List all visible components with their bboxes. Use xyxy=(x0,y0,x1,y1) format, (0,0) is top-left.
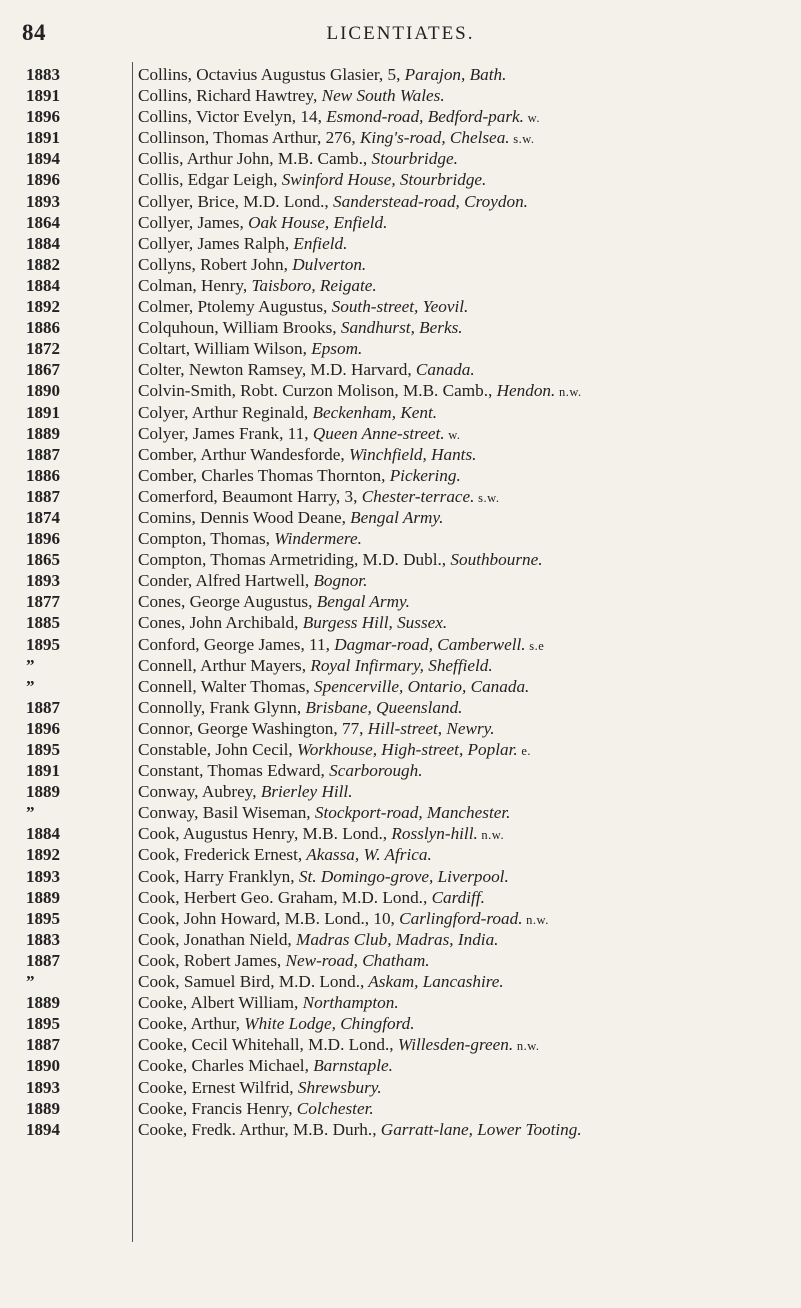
list-item xyxy=(0,802,801,823)
entry-text xyxy=(138,423,461,446)
entry-location: Carlingford-road. xyxy=(394,908,523,928)
entry-year: 1891 xyxy=(26,128,60,148)
entry-year: 1887 xyxy=(26,950,60,970)
entry-name: Collins, Victor Evelyn, 14, xyxy=(138,107,322,127)
entry-name: Coltart, William Wilson, xyxy=(138,339,307,359)
entry-year: ” xyxy=(26,655,35,675)
entry-name: Cook, Harry Franklyn, xyxy=(138,866,295,886)
entry-text xyxy=(138,317,463,338)
list-item xyxy=(0,950,801,971)
entry-name: Cooke, Ernest Wilfrid, xyxy=(138,1077,294,1097)
entry-year: 1887 xyxy=(26,1035,60,1055)
entry-location: Winchfield, Hants. xyxy=(344,444,477,464)
entry-year: 1892 xyxy=(26,297,60,317)
entry-text xyxy=(138,655,493,676)
entry-text xyxy=(138,718,495,739)
entry-name: Colyer, James Frank, 11, xyxy=(138,423,309,443)
list-item xyxy=(0,1098,801,1119)
entry-year: 1886 xyxy=(26,465,60,485)
entry-name: Colvin-Smith, Robt. Curzon Molison, M.B. Camb., xyxy=(138,381,493,401)
list-item xyxy=(0,634,801,655)
entry-year: 1896 xyxy=(26,170,60,190)
entry-year: 1892 xyxy=(26,845,60,865)
entry-location: Southbourne. xyxy=(446,550,543,570)
entry-year: ” xyxy=(26,972,35,992)
licentiates-list xyxy=(0,64,801,1140)
entry-year: 1889 xyxy=(26,993,60,1013)
entry-year: ” xyxy=(26,676,35,696)
list-item xyxy=(0,1055,801,1076)
entry-location: Garratt-lane, Lower Tooting. xyxy=(376,1119,582,1139)
list-item xyxy=(0,1119,801,1140)
entry-name: Collins, Octavius Augustus Glasier, 5, xyxy=(138,65,401,84)
entry-text xyxy=(138,127,535,150)
entry-location: Askam, Lancashire. xyxy=(364,972,504,992)
entry-name: Cooke, Cecil Whitehall, M.D. Lond., xyxy=(138,1035,394,1055)
entry-text xyxy=(138,676,529,697)
entry-location: Epsom. xyxy=(306,339,363,359)
entry-year: 1890 xyxy=(26,381,60,401)
entry-district: s.w. xyxy=(474,490,500,505)
list-item xyxy=(0,317,801,338)
entry-year: 1893 xyxy=(26,866,60,886)
entry-location: Enfield. xyxy=(289,233,348,253)
entry-name: Colyer, Arthur Reginald, xyxy=(138,402,309,422)
entry-name: Collyer, Brice, M.D. Lond., xyxy=(138,191,329,211)
entry-text xyxy=(138,528,362,549)
list-item xyxy=(0,127,801,148)
entry-name: Conder, Alfred Hartwell, xyxy=(138,571,310,591)
entry-year: 1891 xyxy=(26,761,60,781)
list-item xyxy=(0,1034,801,1055)
entry-location: Sanderstead-road, Croydon. xyxy=(328,191,528,211)
entry-year: 1877 xyxy=(26,592,60,612)
entry-location: Northampton. xyxy=(298,993,399,1013)
entry-district: n.w. xyxy=(513,1039,540,1054)
entry-location: Esmond-road, Bedford-park. xyxy=(321,107,524,127)
list-item xyxy=(0,844,801,865)
entry-district: w. xyxy=(523,111,540,126)
entry-text xyxy=(138,359,475,380)
entry-text xyxy=(138,507,443,528)
list-item xyxy=(0,887,801,908)
entry-text xyxy=(138,950,430,971)
list-item xyxy=(0,380,801,401)
entry-location: Scarborough. xyxy=(324,761,423,781)
entry-location: Dulverton. xyxy=(287,254,367,274)
entry-district: n.w. xyxy=(477,828,505,843)
entry-text xyxy=(138,148,458,169)
entry-year: 1874 xyxy=(26,507,60,527)
entry-location: Chester-terrace. xyxy=(357,486,475,506)
list-item xyxy=(0,655,801,676)
entry-name: Cooke, Fredk. Arthur, M.B. Durh., xyxy=(138,1119,377,1139)
list-item xyxy=(0,402,801,423)
entry-name: Conford, George James, 11, xyxy=(138,634,330,654)
list-item xyxy=(0,971,801,992)
list-item xyxy=(0,760,801,781)
entry-text xyxy=(138,866,509,887)
entry-year: 1885 xyxy=(26,613,60,633)
entry-text xyxy=(138,612,447,633)
entry-year: 1896 xyxy=(26,107,60,127)
entry-text xyxy=(138,781,353,802)
entry-district: w. xyxy=(444,427,461,442)
entry-text xyxy=(138,380,582,403)
list-item xyxy=(0,992,801,1013)
list-item xyxy=(0,444,801,465)
entry-text xyxy=(138,844,432,865)
page-number: 84 xyxy=(22,20,46,45)
entry-district: n.w. xyxy=(522,912,549,927)
entry-text xyxy=(138,929,498,950)
entry-district: e. xyxy=(517,744,531,758)
entry-location: New-road, Chatham. xyxy=(281,950,430,970)
entry-location: Pickering. xyxy=(385,465,461,485)
entry-text xyxy=(138,1034,540,1057)
entry-location: Beckenham, Kent. xyxy=(308,402,438,422)
entry-location: Dagmar-road, Camberwell. xyxy=(329,634,526,654)
entry-location: Akassa, W. Africa. xyxy=(302,845,432,865)
entry-year: 1895 xyxy=(26,1014,60,1034)
entry-text xyxy=(138,823,504,846)
entry-location: Parajon, Bath. xyxy=(400,65,507,84)
list-item xyxy=(0,254,801,275)
entry-district: s.e xyxy=(525,638,545,653)
entry-year: 1887 xyxy=(26,444,60,464)
entry-text xyxy=(138,402,437,423)
entry-year: 1891 xyxy=(26,86,60,106)
entry-name: Cones, John Archibald, xyxy=(138,613,299,633)
entry-year: 1887 xyxy=(26,486,60,506)
list-item xyxy=(0,1013,801,1034)
entry-location: King's-road, Chelsea. xyxy=(355,128,510,148)
entry-text xyxy=(138,233,347,254)
entry-text xyxy=(138,1055,393,1076)
entry-text xyxy=(138,465,461,486)
entry-text xyxy=(138,191,528,212)
entry-name: Cooke, Charles Michael, xyxy=(138,1056,309,1076)
entry-name: Cook, John Howard, M.B. Lond., 10, xyxy=(138,908,395,928)
entry-name: Collyns, Robert John, xyxy=(138,254,288,274)
entry-location: Barnstaple. xyxy=(308,1056,393,1076)
list-item xyxy=(0,929,801,950)
list-item xyxy=(0,233,801,254)
entry-year: 1865 xyxy=(26,550,60,570)
entry-location: Workhouse, High-street, Poplar. xyxy=(292,740,518,759)
entry-location: Shrewsbury. xyxy=(293,1077,382,1097)
entry-name: Connell, Walter Thomas, xyxy=(138,676,310,696)
entry-location: Hendon. xyxy=(492,381,556,401)
entry-location: South-street, Yeovil. xyxy=(327,297,469,317)
entry-location: Brisbane, Queensland. xyxy=(301,697,463,717)
entry-location: Burgess Hill, Sussex. xyxy=(298,613,448,633)
entry-text xyxy=(138,64,506,85)
entry-name: Collyer, James, xyxy=(138,212,244,232)
entry-location: Windermere. xyxy=(269,529,362,549)
entry-location: Madras Club, Madras, India. xyxy=(291,929,499,949)
entry-text xyxy=(138,1077,382,1098)
entry-location: Willesden-green. xyxy=(393,1035,514,1055)
list-item xyxy=(0,191,801,212)
entry-name: Cook, Jonathan Nield, xyxy=(138,929,292,949)
list-item xyxy=(0,718,801,739)
entry-location: Bengal Army. xyxy=(312,592,410,612)
entry-text xyxy=(138,739,531,762)
entry-name: Collis, Edgar Leigh, xyxy=(138,170,278,190)
entry-text xyxy=(138,1098,374,1119)
entry-name: Compton, Thomas Armetriding, M.D. Dubl., xyxy=(138,550,447,570)
entry-name: Constable, John Cecil, xyxy=(138,740,293,759)
entry-text xyxy=(138,591,410,612)
entry-name: Cook, Herbert Geo. Graham, M.D. Lond., xyxy=(138,887,428,907)
entry-name: Connor, George Washington, 77, xyxy=(138,718,364,738)
entry-year: 1883 xyxy=(26,65,60,84)
entry-name: Conway, Basil Wiseman, xyxy=(138,803,311,823)
entry-location: Hill-street, Newry. xyxy=(363,718,495,738)
entry-year: 1895 xyxy=(26,634,60,654)
running-title: LICENTIATES. xyxy=(326,23,475,44)
list-item xyxy=(0,1077,801,1098)
entry-location: Rosslyn-hill. xyxy=(387,824,478,844)
entry-year: 1884 xyxy=(26,233,60,253)
entry-name: Colman, Henry, xyxy=(138,275,248,295)
entry-text xyxy=(138,1013,415,1034)
entry-location: Queen Anne-street. xyxy=(308,423,445,443)
list-item xyxy=(0,64,801,85)
entry-text xyxy=(138,570,367,591)
entry-year: 1889 xyxy=(26,423,60,443)
entry-location: Royal Infirmary, Sheffield. xyxy=(306,655,493,675)
entry-name: Conway, Aubrey, xyxy=(138,782,257,802)
entry-text xyxy=(138,444,476,465)
list-item xyxy=(0,212,801,233)
entry-name: Colquhoun, William Brooks, xyxy=(138,318,337,338)
list-item xyxy=(0,591,801,612)
entry-year: 1872 xyxy=(26,339,60,359)
entry-text xyxy=(138,212,387,233)
list-item xyxy=(0,106,801,127)
list-item xyxy=(0,612,801,633)
entry-location: Oak House, Enfield. xyxy=(243,212,388,232)
entry-location: Cardiff. xyxy=(427,887,485,907)
entry-name: Colter, Newton Ramsey, M.D. Harvard, xyxy=(138,360,412,380)
entry-text xyxy=(138,85,445,106)
entry-location: Stockport-road, Manchester. xyxy=(310,803,511,823)
entry-text xyxy=(138,106,540,129)
list-item xyxy=(0,676,801,697)
list-item xyxy=(0,507,801,528)
entry-text xyxy=(138,908,549,931)
entry-location: Colchester. xyxy=(292,1098,374,1118)
entry-year: 1864 xyxy=(26,212,60,232)
entry-name: Connolly, Frank Glynn, xyxy=(138,697,302,717)
entry-location: Spencerville, Ontario, Canada. xyxy=(309,676,530,696)
entry-year: 1889 xyxy=(26,887,60,907)
list-item xyxy=(0,423,801,444)
list-item xyxy=(0,908,801,929)
entry-year: 1889 xyxy=(26,1098,60,1118)
entry-year: 1894 xyxy=(26,1119,60,1139)
entry-year: 1896 xyxy=(26,529,60,549)
entry-name: Collis, Arthur John, M.B. Camb., xyxy=(138,149,368,169)
list-item xyxy=(0,486,801,507)
entry-location: Canada. xyxy=(411,360,475,380)
entry-name: Cook, Samuel Bird, M.D. Lond., xyxy=(138,972,365,992)
entry-year: 1882 xyxy=(26,254,60,274)
entry-name: Cooke, Arthur, xyxy=(138,1014,240,1034)
entry-year: 1884 xyxy=(26,275,60,295)
entry-location: White Lodge, Chingford. xyxy=(239,1014,415,1034)
list-item xyxy=(0,697,801,718)
entry-location: St. Domingo-grove, Liverpool. xyxy=(294,866,509,886)
entry-year: 1883 xyxy=(26,929,60,949)
entry-year: 1884 xyxy=(26,824,60,844)
entry-text xyxy=(138,634,544,657)
list-item xyxy=(0,85,801,106)
list-item xyxy=(0,781,801,802)
entry-name: Connell, Arthur Mayers, xyxy=(138,655,307,675)
entry-name: Cooke, Francis Henry, xyxy=(138,1098,293,1118)
entry-year: 1893 xyxy=(26,571,60,591)
entry-location: Sandhurst, Berks. xyxy=(336,318,463,338)
list-item xyxy=(0,549,801,570)
entry-year: 1895 xyxy=(26,908,60,928)
list-item xyxy=(0,823,801,844)
entry-name: Constant, Thomas Edward, xyxy=(138,761,325,781)
entry-year: 1894 xyxy=(26,149,60,169)
entry-year: ” xyxy=(26,803,35,823)
entry-location: Bognor. xyxy=(309,571,368,591)
entry-text xyxy=(138,296,468,317)
entry-location: New South Wales. xyxy=(317,86,445,106)
list-item xyxy=(0,169,801,190)
entry-name: Collins, Richard Hawtrey, xyxy=(138,86,318,106)
entry-year: 1893 xyxy=(26,191,60,211)
list-item xyxy=(0,275,801,296)
page-header xyxy=(0,20,801,54)
entry-year: 1891 xyxy=(26,402,60,422)
list-item xyxy=(0,465,801,486)
entry-name: Cones, George Augustus, xyxy=(138,592,313,612)
entry-location: Taisboro, Reigate. xyxy=(247,275,377,295)
entry-name: Colmer, Ptolemy Augustus, xyxy=(138,297,328,317)
list-item xyxy=(0,359,801,380)
list-item xyxy=(0,148,801,169)
entry-name: Comber, Charles Thomas Thornton, xyxy=(138,465,386,485)
entry-year: 1889 xyxy=(26,782,60,802)
entry-year: 1896 xyxy=(26,718,60,738)
entry-name: Collyer, James Ralph, xyxy=(138,233,290,253)
entry-district: s.w. xyxy=(509,132,535,147)
entry-location: Bengal Army. xyxy=(345,507,444,527)
entry-name: Cook, Frederick Ernest, xyxy=(138,845,303,865)
entry-name: Cooke, Albert William, xyxy=(138,993,299,1013)
entry-text xyxy=(138,887,485,908)
entry-year: 1887 xyxy=(26,697,60,717)
entry-name: Compton, Thomas, xyxy=(138,529,270,549)
entry-text xyxy=(138,338,362,359)
entry-name: Collinson, Thomas Arthur, 276, xyxy=(138,128,356,148)
entry-text xyxy=(138,971,504,992)
entry-location: Brierley Hill. xyxy=(256,782,353,802)
entry-text xyxy=(138,802,510,823)
list-item xyxy=(0,338,801,359)
entry-text xyxy=(138,992,399,1013)
list-item xyxy=(0,739,801,760)
entry-name: Cook, Augustus Henry, M.B. Lond., xyxy=(138,824,388,844)
entry-year: 1895 xyxy=(26,740,60,759)
entry-text xyxy=(138,254,366,275)
entry-year: 1886 xyxy=(26,318,60,338)
entry-district: n.w. xyxy=(555,385,582,400)
list-item xyxy=(0,570,801,591)
entry-location: Swinford House, Stourbridge. xyxy=(277,170,487,190)
entry-year: 1893 xyxy=(26,1077,60,1097)
entry-text xyxy=(138,549,543,570)
entry-text xyxy=(138,169,486,190)
entry-text xyxy=(138,760,423,781)
entry-year: 1867 xyxy=(26,360,60,380)
entry-name: Comerford, Beaumont Harry, 3, xyxy=(138,486,358,506)
entry-location: Stourbridge. xyxy=(367,149,458,169)
list-item xyxy=(0,528,801,549)
entry-name: Cook, Robert James, xyxy=(138,950,282,970)
entry-text xyxy=(138,275,377,296)
list-item xyxy=(0,866,801,887)
entry-name: Comins, Dennis Wood Deane, xyxy=(138,507,346,527)
list-item xyxy=(0,296,801,317)
entry-text xyxy=(138,486,499,509)
entry-year: 1890 xyxy=(26,1056,60,1076)
entry-text xyxy=(138,1119,582,1140)
entry-name: Comber, Arthur Wandesforde, xyxy=(138,444,345,464)
entry-text xyxy=(138,697,462,718)
